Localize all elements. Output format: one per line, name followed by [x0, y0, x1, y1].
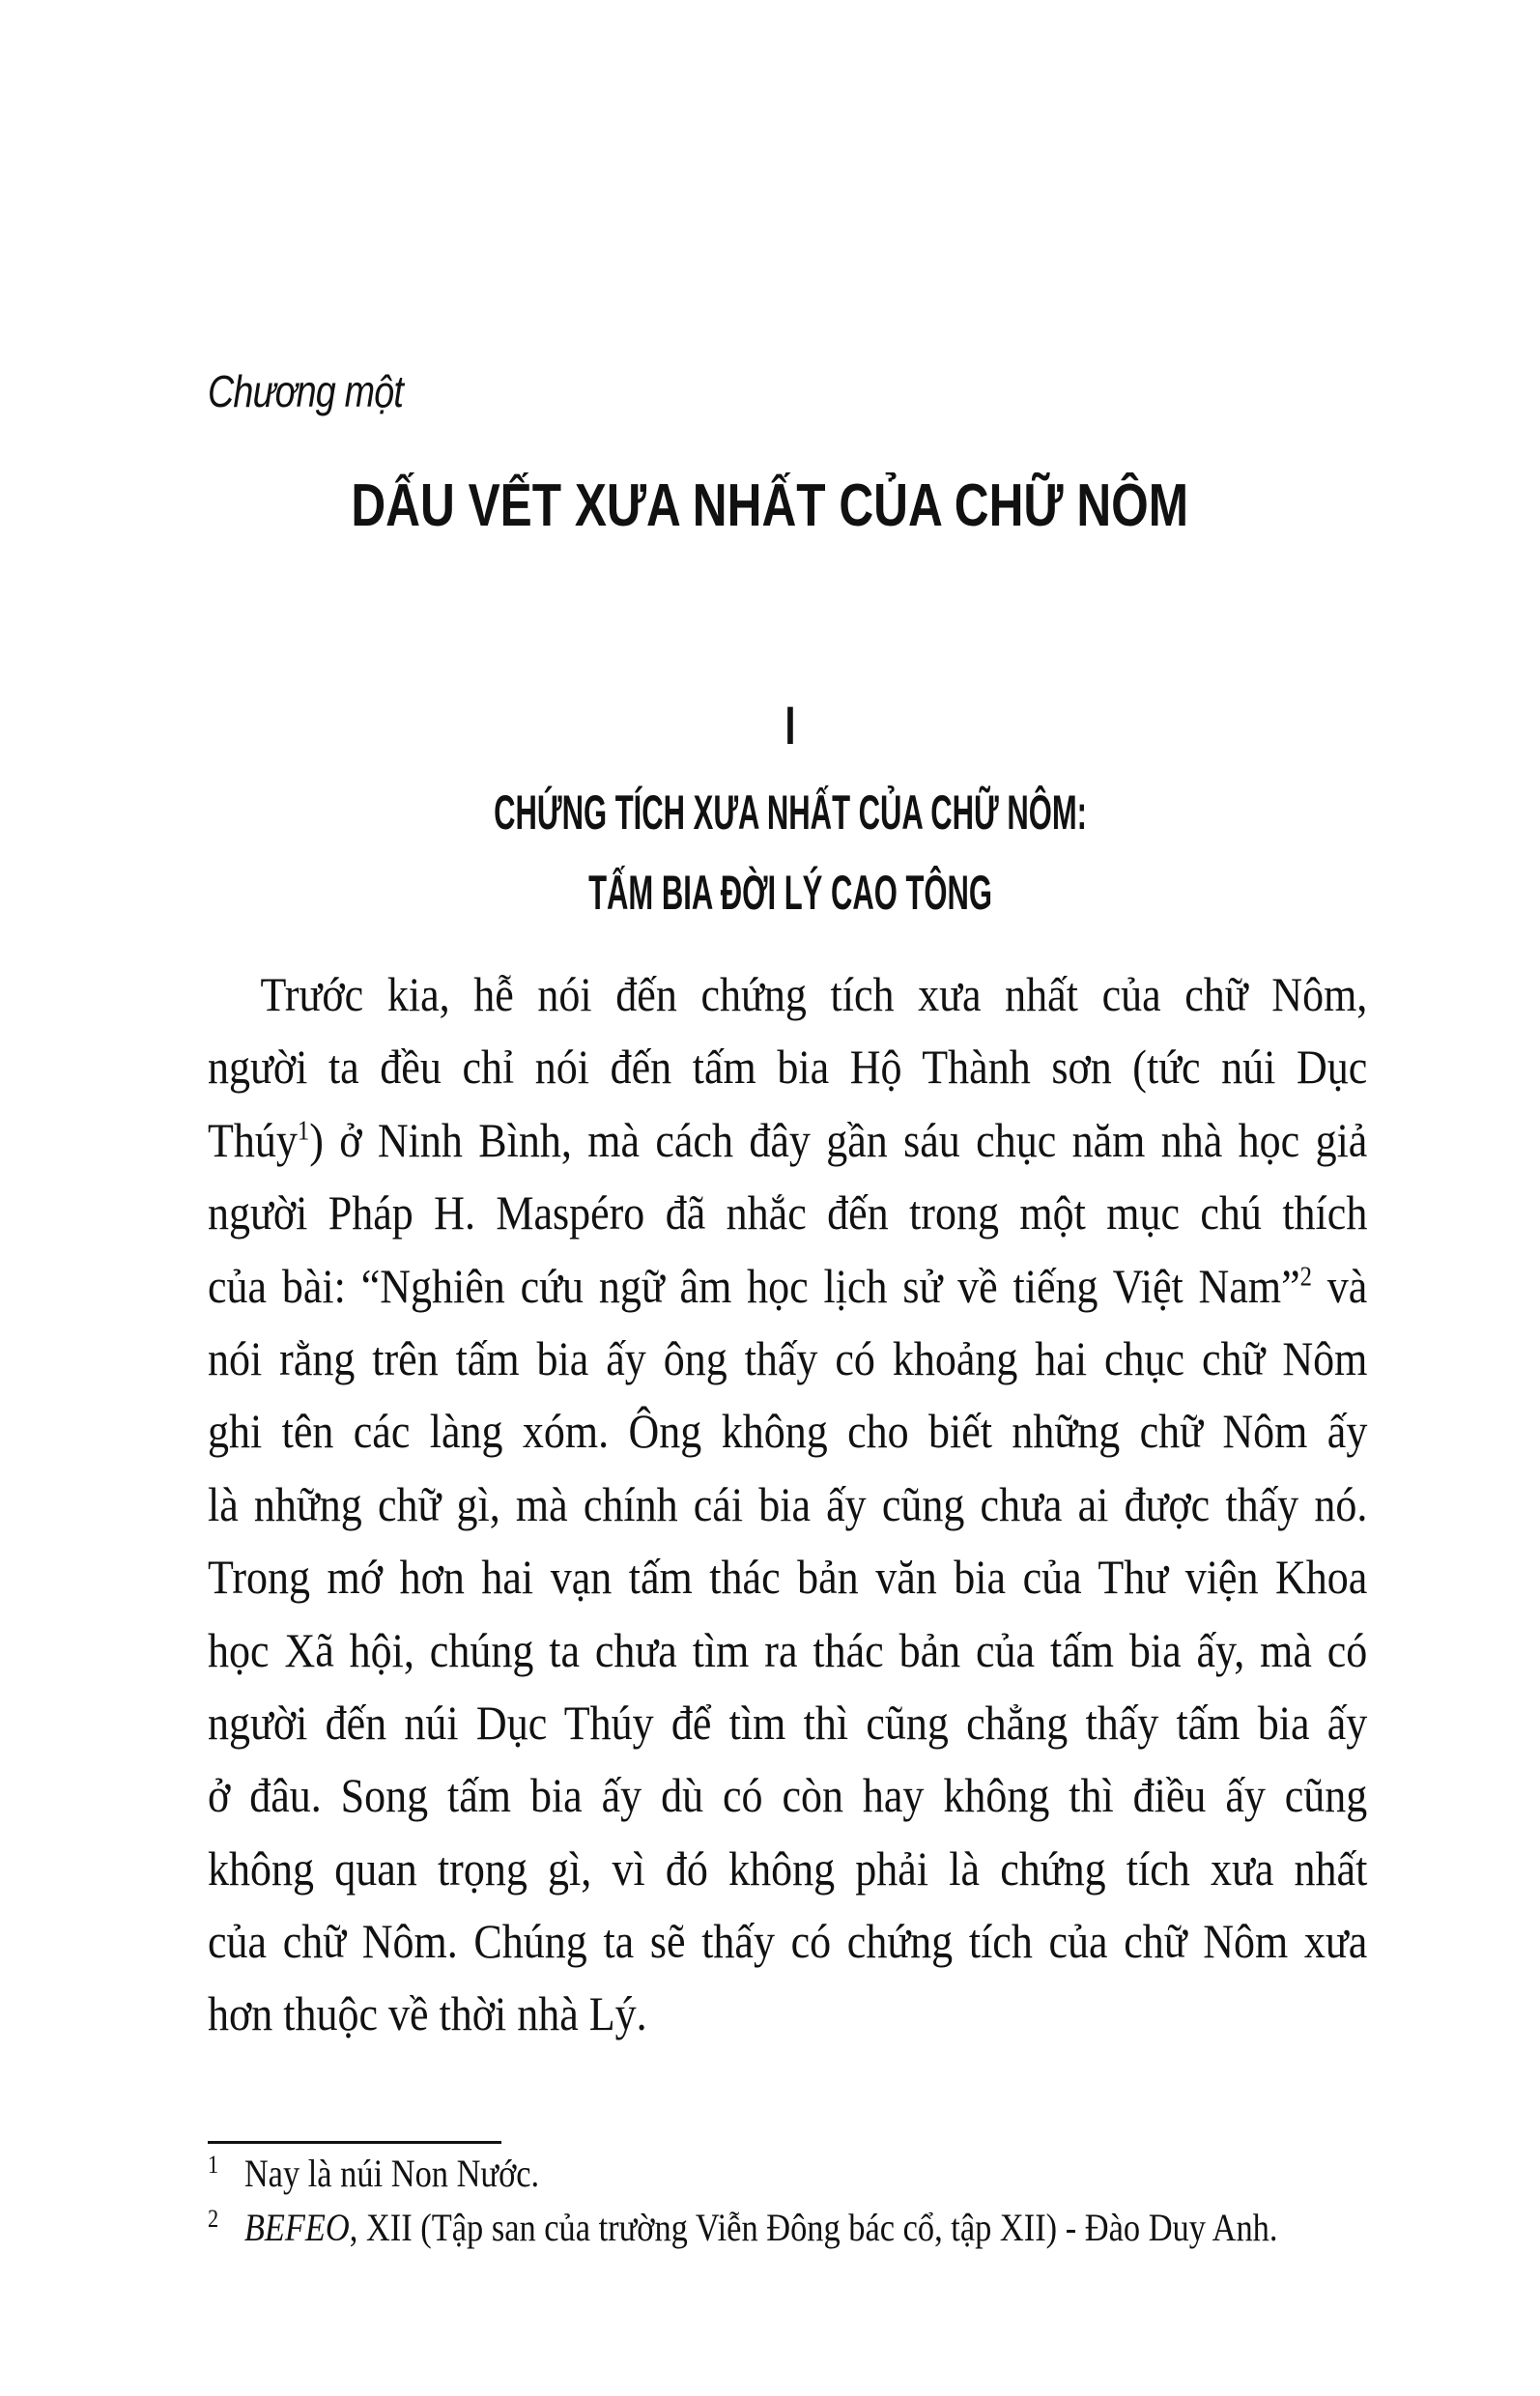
footnote-text: , XII (Tập san của trường Viễn Đông bác cổ, tập XII) - Đào Duy Anh.	[349, 2206, 1278, 2249]
body-line: người Pháp H. Maspéro đã nhắc đến trong một mục chú thích	[208, 1185, 1368, 1241]
footnote-number: 2	[208, 2205, 219, 2233]
section-title-text: TẤM BIA ĐỜI LÝ CAO TÔNG	[588, 866, 992, 920]
chapter-title-text: DẤU VẾT XƯA NHẤT CỦA CHỮ NÔM	[351, 472, 1189, 539]
body-line: học Xã hội, chúng ta chưa tìm ra thác bản của tấm bia ấy, mà có	[208, 1622, 1368, 1677]
body-line: Trước kia, hễ nói đến chứng tích xưa nhất của chữ Nôm,	[260, 967, 1368, 1021]
body-paragraph	[208, 966, 1526, 2059]
body-text: ) ở Ninh Bình, mà cách đây gần sáu chục năm nhà học giả	[309, 1112, 1368, 1167]
body-line: người đến núi Dục Thúy để tìm thì cũng chẳng thấy tấm bia ấy	[208, 1695, 1368, 1750]
footnote-text: Nay là núi Non Nước.	[243, 2152, 540, 2195]
footnote-ref: 1	[297, 1116, 310, 1147]
footnote-2	[208, 2205, 1277, 2250]
body-text: và	[1311, 1258, 1368, 1313]
chapter-label: Chương một	[208, 366, 404, 416]
section-title-line-2	[0, 865, 1540, 921]
body-line: Trong mớ hơn hai vạn tấm thác bản văn bia của Thư viện Khoa	[208, 1550, 1368, 1605]
body-text: của bài: “Nghiên cứu ngữ âm học lịch sử về tiếng Việt Nam”	[208, 1258, 1300, 1313]
body-text: Thúy	[208, 1112, 298, 1167]
footnote-divider	[208, 2141, 501, 2144]
body-line	[208, 1258, 1367, 1330]
body-line	[208, 1112, 1367, 1184]
body-line: hơn thuộc về thời nhà Lý.	[208, 1986, 647, 2041]
section-title-text: CHỨNG TÍCH XƯA NHẤT CỦA CHỮ NÔM:	[494, 785, 1087, 840]
body-line: là những chữ gì, mà chính cái bia ấy cũng chưa ai được thấy nó.	[208, 1476, 1368, 1531]
chapter-title	[0, 471, 1540, 540]
footnote-ref: 2	[1299, 1261, 1312, 1292]
section-title-line-1	[0, 784, 1540, 841]
footnote-journal-title: BEFEO	[243, 2206, 350, 2249]
body-line: ghi tên các làng xóm. Ông không cho biết những chữ Nôm ấy	[208, 1404, 1368, 1459]
body-line: ở đâu. Song tấm bia ấy dù có còn hay không thì điều ấy cũng	[208, 1768, 1368, 1823]
footnote-number: 1	[208, 2151, 219, 2179]
body-line: không quan trọng gì, vì đó không phải là chứng tích xưa nhất	[208, 1840, 1368, 1896]
body-line: nói rằng trên tấm bia ấy ông thấy có khoảng hai chục chữ Nôm	[208, 1330, 1368, 1385]
body-line: của chữ Nôm. Chúng ta sẽ thấy có chứng tích của chữ Nôm xưa	[208, 1914, 1368, 1969]
body-line: người ta đều chỉ nói đến tấm bia Hộ Thành sơn (tức núi Dục	[208, 1040, 1368, 1095]
section-number: I	[784, 695, 796, 756]
footnote-1	[208, 2151, 539, 2196]
